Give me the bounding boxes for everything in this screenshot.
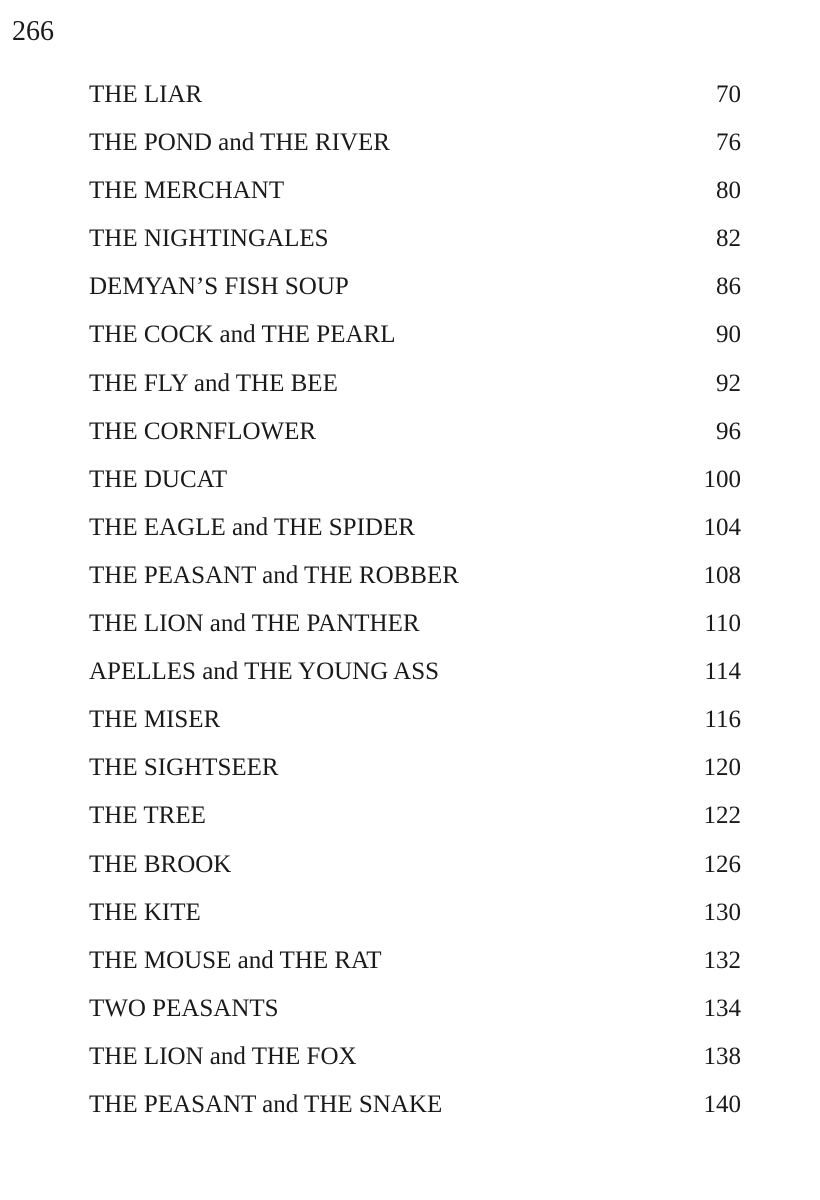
toc-entry-page: 138 [703,1042,741,1070]
toc-entry-title: DEMYAN’S FISH SOUP [89,273,349,301]
table-of-contents [89,75,741,1133]
toc-entry-page: 76 [716,129,741,157]
toc-entry-page: 90 [716,321,741,349]
toc-entry-title: THE MERCHANT [89,177,285,205]
toc-entry [89,364,741,412]
toc-entry-title: THE SIGHTSEER [89,754,279,782]
toc-entry [89,556,741,604]
toc-entry [89,652,741,700]
toc-entry [89,171,741,219]
toc-entry [89,1085,741,1133]
toc-entry-title: THE DUCAT [89,465,228,493]
toc-entry-page: 96 [716,417,741,445]
toc-entry-page: 82 [716,225,741,253]
toc-entry-page: 120 [703,754,741,782]
toc-entry-title: THE CORNFLOWER [89,417,317,445]
toc-entry [89,219,741,267]
toc-entry-page: 100 [703,465,741,493]
toc-entry-page: 130 [703,898,741,926]
toc-entry-title: THE COCK and THE PEARL [89,321,396,349]
toc-entry-page: 86 [716,273,741,301]
toc-entry-page: 110 [704,610,741,638]
toc-entry-page: 108 [703,561,741,589]
toc-entry-title: THE LION and THE PANTHER [89,610,420,638]
toc-entry [89,315,741,363]
toc-entry [89,604,741,652]
toc-entry-title: APELLES and THE YOUNG ASS [89,658,440,686]
toc-entry [89,508,741,556]
toc-entry-title: THE LION and THE FOX [89,1042,357,1070]
toc-entry [89,267,741,315]
toc-entry [89,845,741,893]
toc-entry-title: THE FLY and THE BEE [89,369,338,397]
toc-entry-page: 92 [716,369,741,397]
toc-entry-page: 134 [703,994,741,1022]
toc-entry-title: THE NIGHTINGALES [89,225,329,253]
toc-entry [89,700,741,748]
toc-entry-title: THE PEASANT and THE ROBBER [89,561,459,589]
toc-entry-title: TWO PEASANTS [89,994,279,1022]
toc-entry-title: THE MISER [89,706,221,734]
toc-entry-page: 114 [704,658,741,686]
toc-entry-title: THE LIAR [89,81,203,108]
toc-entry-title: THE EAGLE and THE SPIDER [89,513,415,541]
toc-entry-page: 116 [704,706,741,734]
toc-entry [89,412,741,460]
toc-entry-title: THE BROOK [89,850,232,878]
toc-entry [89,748,741,796]
toc-entry-page: 126 [703,850,741,878]
toc-entry-title: THE PEASANT and THE SNAKE [89,1090,443,1118]
toc-entry [89,1037,741,1085]
toc-entry-title: THE MOUSE and THE RAT [89,946,382,974]
toc-entry [89,796,741,844]
toc-entry [89,941,741,989]
toc-entry-page: 80 [716,177,741,205]
toc-entry-page: 140 [703,1090,741,1118]
page-number: 266 [12,16,54,47]
toc-entry [89,75,741,123]
toc-entry-page: 104 [703,513,741,541]
toc-entry-title: THE TREE [89,802,206,830]
toc-entry [89,893,741,941]
toc-entry-page: 70 [716,81,741,108]
toc-entry [89,989,741,1037]
toc-entry [89,460,741,508]
toc-entry-title: THE KITE [89,898,201,926]
toc-entry-page: 132 [703,946,741,974]
toc-entry [89,123,741,171]
toc-entry-title: THE POND and THE RIVER [89,129,390,157]
toc-entry-page: 122 [703,802,741,830]
